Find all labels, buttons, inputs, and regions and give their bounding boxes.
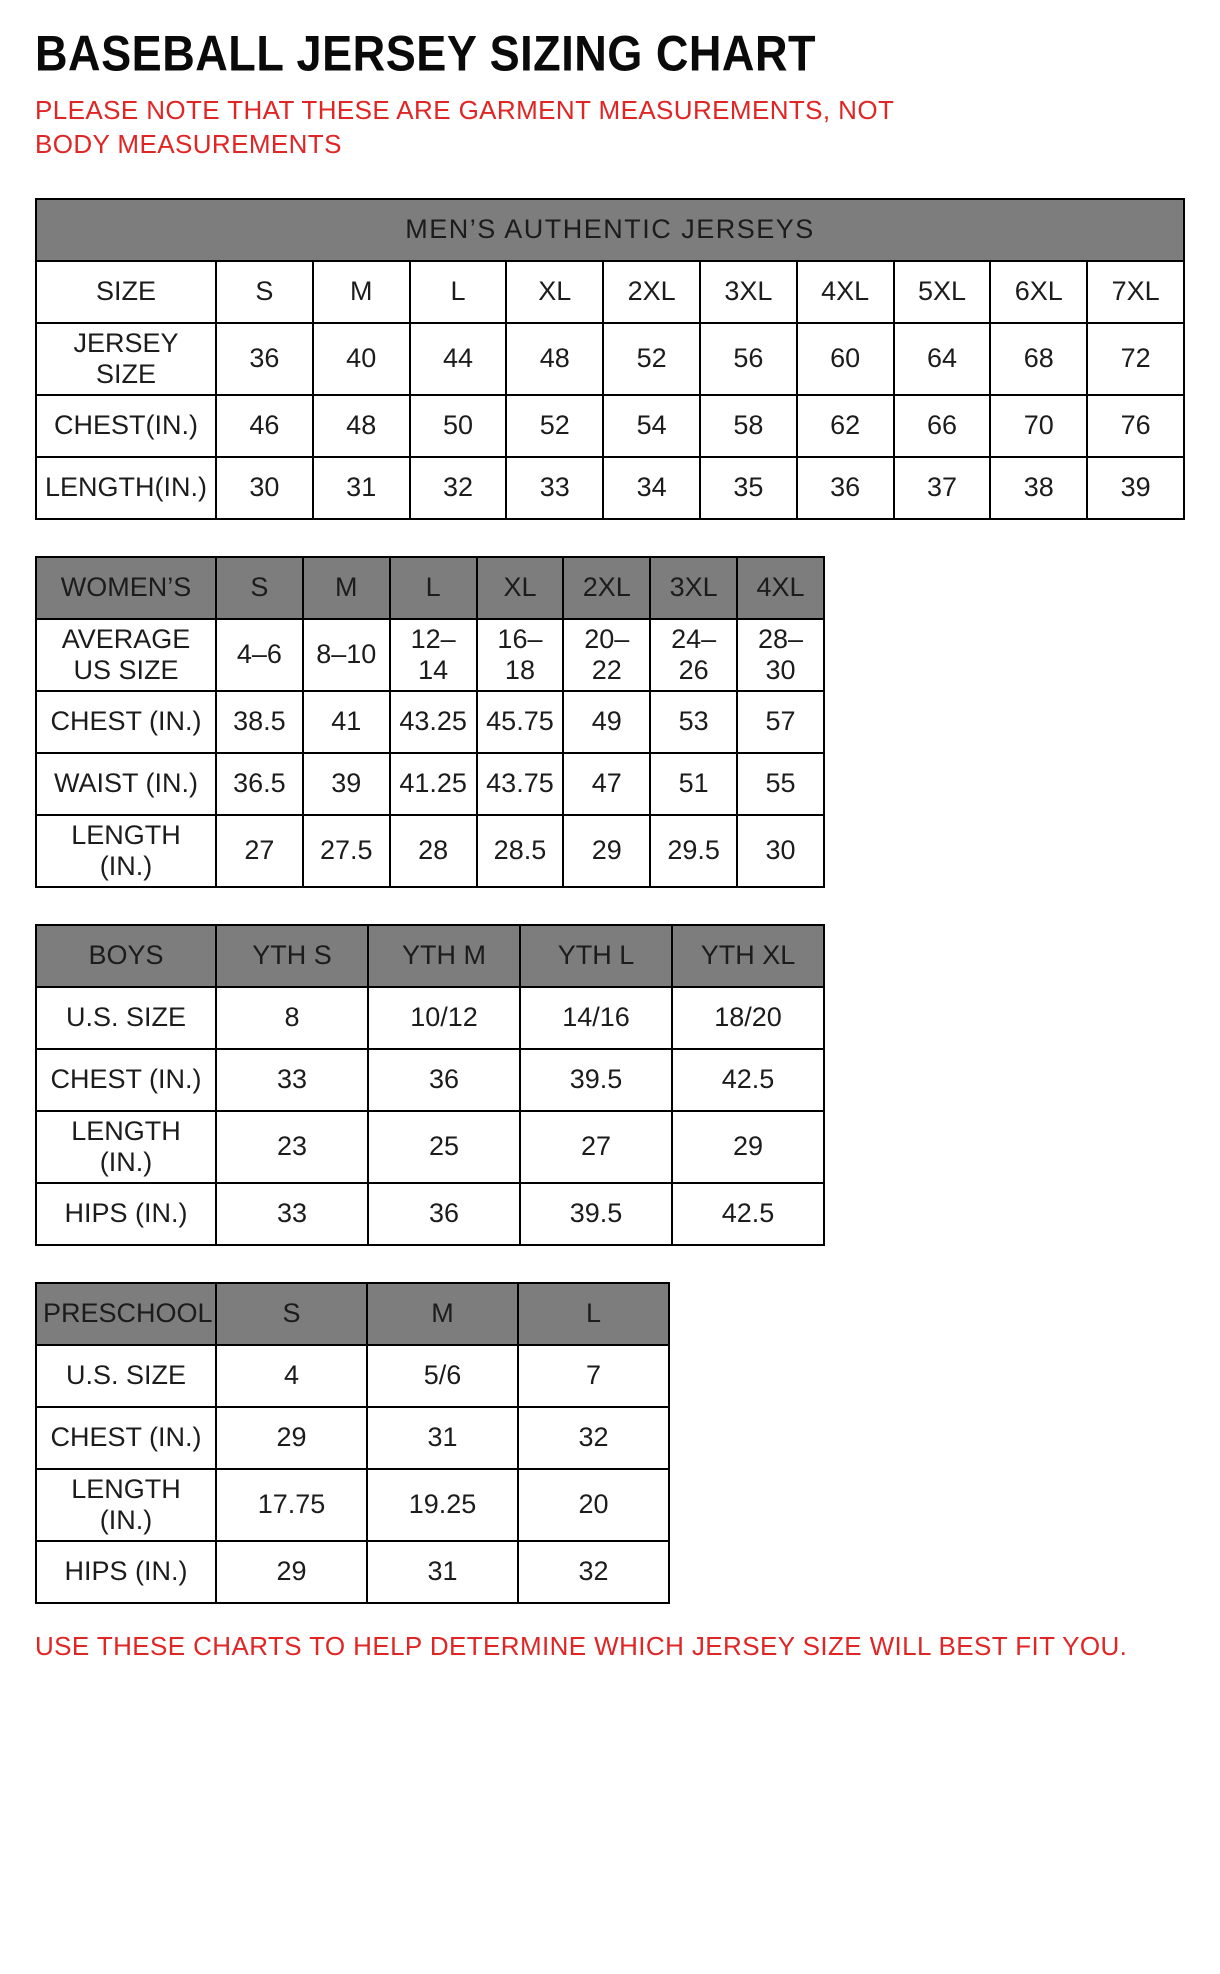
value-cell: 64 (894, 323, 991, 395)
value-cell: M (313, 261, 410, 323)
value-cell: 51 (650, 753, 737, 815)
table-row (36, 619, 824, 691)
value-cell: 39.5 (520, 1049, 672, 1111)
value-cell: XL (506, 261, 603, 323)
value-cell: 5XL (894, 261, 991, 323)
value-cell: 60 (797, 323, 894, 395)
table-row (36, 691, 824, 753)
row-label-cell: LENGTH (IN.) (36, 815, 216, 887)
value-cell: 7XL (1087, 261, 1184, 323)
value-cell: 32 (518, 1541, 669, 1603)
value-cell: 12–14 (390, 619, 477, 691)
table-row (36, 815, 824, 887)
value-cell: 20 (518, 1469, 669, 1541)
value-cell: 29.5 (650, 815, 737, 887)
table-row (36, 1407, 669, 1469)
value-cell: 41 (303, 691, 390, 753)
table-title: MEN’S AUTHENTIC JERSEYS (36, 199, 1184, 261)
table-row (36, 1283, 669, 1345)
column-header-cell: YTH XL (672, 925, 824, 987)
value-cell: 29 (672, 1111, 824, 1183)
row-label-cell: LENGTH (IN.) (36, 1469, 216, 1541)
value-cell: 36 (368, 1049, 520, 1111)
value-cell: 24–26 (650, 619, 737, 691)
column-header-cell: 3XL (650, 557, 737, 619)
value-cell: 57 (737, 691, 824, 753)
value-cell: 5/6 (367, 1345, 518, 1407)
value-cell: 39 (303, 753, 390, 815)
table-row (36, 457, 1184, 519)
value-cell: 32 (518, 1407, 669, 1469)
garment-measurement-note: PLEASE NOTE THAT THESE ARE GARMENT MEASUREMENTS, NOT BODY MEASUREMENTS (35, 95, 894, 159)
column-header-cell: 2XL (563, 557, 650, 619)
value-cell: 72 (1087, 323, 1184, 395)
value-cell: 68 (990, 323, 1087, 395)
value-cell: 8 (216, 987, 368, 1049)
value-cell: 36 (797, 457, 894, 519)
table-row (36, 987, 824, 1049)
value-cell: 37 (894, 457, 991, 519)
table-row (36, 1541, 669, 1603)
value-cell: 38.5 (216, 691, 303, 753)
table-row (36, 323, 1184, 395)
value-cell: 58 (700, 395, 797, 457)
table-row (36, 1111, 824, 1183)
value-cell: L (410, 261, 507, 323)
value-cell: 28–30 (737, 619, 824, 691)
table-row (36, 753, 824, 815)
value-cell: 46 (216, 395, 313, 457)
value-cell: 39.5 (520, 1183, 672, 1245)
value-cell: 10/12 (368, 987, 520, 1049)
value-cell: 42.5 (672, 1183, 824, 1245)
value-cell: 18/20 (672, 987, 824, 1049)
value-cell: 54 (603, 395, 700, 457)
value-cell: 28 (390, 815, 477, 887)
column-header-cell: XL (477, 557, 564, 619)
value-cell: 34 (603, 457, 700, 519)
value-cell: 48 (313, 395, 410, 457)
value-cell: 6XL (990, 261, 1087, 323)
value-cell: 30 (216, 457, 313, 519)
table-row (36, 925, 824, 987)
value-cell: 33 (506, 457, 603, 519)
row-label-cell: AVERAGE US SIZE (36, 619, 216, 691)
boys-sizing-table (35, 924, 825, 1246)
column-header-cell: M (303, 557, 390, 619)
value-cell: 62 (797, 395, 894, 457)
value-cell: 7 (518, 1345, 669, 1407)
value-cell: 33 (216, 1049, 368, 1111)
row-label-cell: JERSEY SIZE (36, 323, 216, 395)
column-header-cell: WOMEN’S (36, 557, 216, 619)
value-cell: 4 (216, 1345, 367, 1407)
column-header-cell: L (518, 1283, 669, 1345)
mens-sizing-table (35, 198, 1185, 520)
column-header-cell: BOYS (36, 925, 216, 987)
row-label-cell: SIZE (36, 261, 216, 323)
value-cell: 41.25 (390, 753, 477, 815)
value-cell: 25 (368, 1111, 520, 1183)
table-row (36, 1469, 669, 1541)
value-cell: 27.5 (303, 815, 390, 887)
page-title: BASEBALL JERSEY SIZING CHART (35, 24, 817, 82)
value-cell: 23 (216, 1111, 368, 1183)
column-header-cell: YTH S (216, 925, 368, 987)
value-cell: 39 (1087, 457, 1184, 519)
value-cell: 31 (367, 1541, 518, 1603)
row-label-cell: U.S. SIZE (36, 987, 216, 1049)
table-row (36, 1183, 824, 1245)
row-label-cell: CHEST (IN.) (36, 691, 216, 753)
value-cell: 36 (216, 323, 313, 395)
table-row (36, 395, 1184, 457)
value-cell: 56 (700, 323, 797, 395)
value-cell: 8–10 (303, 619, 390, 691)
row-label-cell: U.S. SIZE (36, 1345, 216, 1407)
value-cell: 40 (313, 323, 410, 395)
column-header-cell: PRESCHOOL (36, 1283, 216, 1345)
value-cell: 14/16 (520, 987, 672, 1049)
value-cell: 36 (368, 1183, 520, 1245)
column-header-cell: S (216, 1283, 367, 1345)
value-cell: 3XL (700, 261, 797, 323)
value-cell: 27 (216, 815, 303, 887)
value-cell: 52 (506, 395, 603, 457)
value-cell: 38 (990, 457, 1087, 519)
value-cell: 36.5 (216, 753, 303, 815)
value-cell: 29 (563, 815, 650, 887)
row-label-cell: CHEST (IN.) (36, 1407, 216, 1469)
value-cell: 32 (410, 457, 507, 519)
value-cell: 45.75 (477, 691, 564, 753)
row-label-cell: LENGTH (IN.) (36, 1111, 216, 1183)
value-cell: 48 (506, 323, 603, 395)
value-cell: 43.75 (477, 753, 564, 815)
value-cell: 4XL (797, 261, 894, 323)
value-cell: 29 (216, 1541, 367, 1603)
column-header-cell: S (216, 557, 303, 619)
value-cell: 31 (313, 457, 410, 519)
value-cell: 42.5 (672, 1049, 824, 1111)
column-header-cell: YTH L (520, 925, 672, 987)
value-cell: 31 (367, 1407, 518, 1469)
value-cell: 43.25 (390, 691, 477, 753)
value-cell: 4–6 (216, 619, 303, 691)
value-cell: 50 (410, 395, 507, 457)
table-row (36, 557, 824, 619)
value-cell: 70 (990, 395, 1087, 457)
row-label-cell: LENGTH(IN.) (36, 457, 216, 519)
value-cell: 2XL (603, 261, 700, 323)
value-cell: 35 (700, 457, 797, 519)
table-row (36, 261, 1184, 323)
value-cell: 29 (216, 1407, 367, 1469)
value-cell: 76 (1087, 395, 1184, 457)
value-cell: 19.25 (367, 1469, 518, 1541)
value-cell: 28.5 (477, 815, 564, 887)
value-cell: 27 (520, 1111, 672, 1183)
column-header-cell: 4XL (737, 557, 824, 619)
table-row (36, 1345, 669, 1407)
preschool-sizing-table (35, 1282, 670, 1604)
column-header-cell: YTH M (368, 925, 520, 987)
row-label-cell: CHEST(IN.) (36, 395, 216, 457)
value-cell: 55 (737, 753, 824, 815)
table-row (36, 1049, 824, 1111)
value-cell: 17.75 (216, 1469, 367, 1541)
fit-advice-note: USE THESE CHARTS TO HELP DETERMINE WHICH JERSEY SIZE WILL BEST FIT YOU. (35, 1630, 1128, 1661)
value-cell: 52 (603, 323, 700, 395)
row-label-cell: HIPS (IN.) (36, 1541, 216, 1603)
value-cell: 53 (650, 691, 737, 753)
value-cell: 16–18 (477, 619, 564, 691)
value-cell: 20–22 (563, 619, 650, 691)
row-label-cell: CHEST (IN.) (36, 1049, 216, 1111)
column-header-cell: L (390, 557, 477, 619)
value-cell: 47 (563, 753, 650, 815)
row-label-cell: HIPS (IN.) (36, 1183, 216, 1245)
value-cell: 30 (737, 815, 824, 887)
row-label-cell: WAIST (IN.) (36, 753, 216, 815)
value-cell: 66 (894, 395, 991, 457)
value-cell: 33 (216, 1183, 368, 1245)
column-header-cell: M (367, 1283, 518, 1345)
value-cell: 49 (563, 691, 650, 753)
value-cell: S (216, 261, 313, 323)
value-cell: 44 (410, 323, 507, 395)
womens-sizing-table (35, 556, 825, 888)
